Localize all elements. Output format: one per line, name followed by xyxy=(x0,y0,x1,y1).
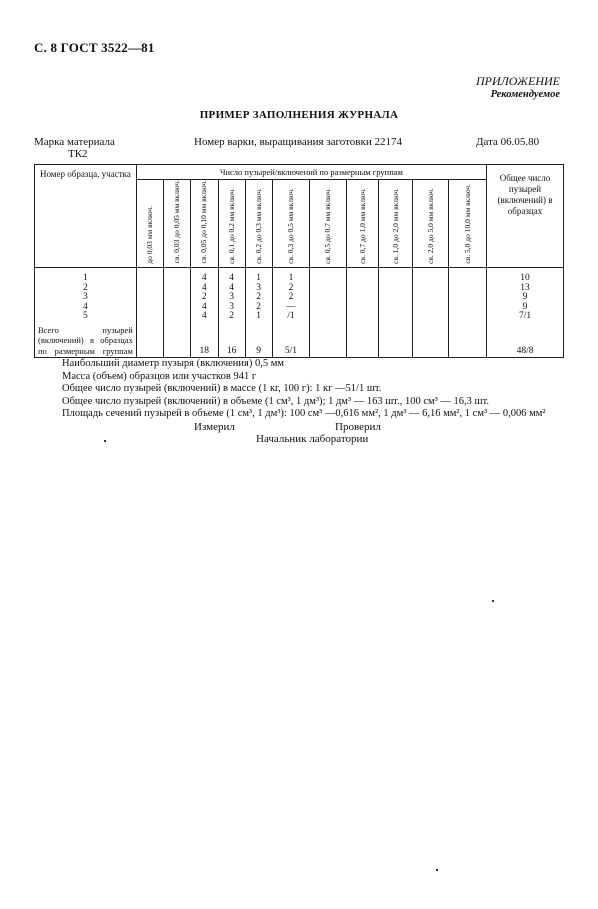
count-cell xyxy=(449,312,487,322)
count-cell xyxy=(449,303,487,313)
count-cell xyxy=(310,303,347,313)
table-row xyxy=(35,284,564,294)
notes-block xyxy=(62,358,546,421)
count-cell xyxy=(379,268,413,284)
count-cell xyxy=(136,284,163,294)
scan-speck xyxy=(436,869,438,871)
count-cell: 4 xyxy=(190,268,218,284)
count-cell: 3 xyxy=(218,303,245,313)
count-cell: 2 xyxy=(245,303,272,313)
total-cell xyxy=(449,322,487,358)
material-label: Марка материала xyxy=(34,136,115,148)
table-row xyxy=(35,268,564,284)
size-group-header xyxy=(310,180,347,268)
size-group-label: св. 0,1 до 0,2 мм включ. xyxy=(226,187,236,264)
size-group-label: св. 0,05 до 0,10 мм включ. xyxy=(199,180,209,264)
totals-label: Всего пузырей (включений) в образцах по размерным группам xyxy=(35,322,137,358)
note-count-mass: Общее число пузырей (включений) в массе (1 кг, 100 г): 1 кг —51/1 шт. xyxy=(62,383,382,394)
count-cell xyxy=(347,312,379,322)
count-cell: 4 xyxy=(190,284,218,294)
count-cell xyxy=(163,284,190,294)
count-cell: 2 xyxy=(272,284,310,294)
total-cell xyxy=(379,322,413,358)
size-group-label: св. 0,5 до 0,7 мм включ. xyxy=(323,187,333,264)
count-cell xyxy=(136,293,163,303)
count-cell: 4 xyxy=(218,268,245,284)
size-group-header xyxy=(136,180,163,268)
count-cell xyxy=(449,284,487,294)
count-cell: 4 xyxy=(190,303,218,313)
total-cell xyxy=(413,322,449,358)
count-cell xyxy=(310,312,347,322)
size-group-label: св. 1,0 до 2,0 мм включ. xyxy=(390,187,400,264)
count-cell: /1 xyxy=(272,312,310,322)
row-total: 9 xyxy=(487,303,564,313)
size-group-header xyxy=(449,180,487,268)
sample-column-header: Номер образца, участка xyxy=(35,165,137,268)
count-cell: 2 xyxy=(245,293,272,303)
note-max-diameter: Наибольший диаметр пузыря (включения) 0,5 мм xyxy=(62,358,284,369)
table-row xyxy=(35,293,564,303)
count-cell xyxy=(413,284,449,294)
count-cell: 4 xyxy=(190,312,218,322)
count-cell xyxy=(310,268,347,284)
size-groups-header: Число пузырей/включений по размерным группам xyxy=(136,165,486,180)
inclusions-table xyxy=(34,164,564,358)
grand-total: 48/8 xyxy=(487,322,564,358)
size-group-label: св. 5,0 до 10,0 мм включ. xyxy=(462,183,472,264)
melt-number: Номер варки, выращивания заготовки 22174 xyxy=(194,136,402,148)
count-cell xyxy=(379,293,413,303)
total-cell: 9 xyxy=(245,322,272,358)
sample-number: 3 xyxy=(35,293,137,303)
table-row xyxy=(35,303,564,313)
appendix-label: ПРИЛОЖЕНИЕ xyxy=(476,74,560,88)
count-cell: 4 xyxy=(218,284,245,294)
scan-speck xyxy=(492,600,494,602)
count-cell xyxy=(163,312,190,322)
sample-number: 1 xyxy=(35,268,137,284)
count-cell xyxy=(347,303,379,313)
count-cell: 2 xyxy=(272,293,310,303)
signature-checked: Проверил xyxy=(335,421,381,433)
count-cell xyxy=(310,293,347,303)
appendix-block xyxy=(476,74,560,102)
count-cell xyxy=(413,303,449,313)
material-value: ТК2 xyxy=(68,148,88,160)
page-header: С. 8 ГОСТ 3522—81 xyxy=(34,40,155,55)
count-cell xyxy=(136,312,163,322)
size-group-label: св. 2,0 до 5,0 мм включ. xyxy=(425,187,435,264)
size-group-label: св. 0,03 до 0,05 мм включ. xyxy=(171,180,181,264)
note-mass: Масса (объем) образцов или участков 941 г xyxy=(62,370,257,382)
size-group-label: св. 0,2 до 0,3 мм включ. xyxy=(253,187,263,264)
count-cell xyxy=(310,284,347,294)
count-cell xyxy=(379,284,413,294)
count-cell xyxy=(379,312,413,322)
count-cell: 1 xyxy=(245,312,272,322)
journal-date: Дата 06.05.80 xyxy=(476,136,540,148)
total-cell xyxy=(310,322,347,358)
size-group-label: св. 0,3 до 0,5 мм включ. xyxy=(285,187,295,264)
row-total: 7/1 xyxy=(487,312,564,322)
size-group-header xyxy=(413,180,449,268)
count-cell: 1 xyxy=(245,268,272,284)
count-cell xyxy=(379,303,413,313)
total-cell: 5/1 xyxy=(272,322,310,358)
total-cell xyxy=(136,322,163,358)
count-cell xyxy=(449,268,487,284)
count-cell xyxy=(163,268,190,284)
count-cell xyxy=(136,303,163,313)
count-cell: 3 xyxy=(218,293,245,303)
count-cell xyxy=(413,293,449,303)
count-cell xyxy=(449,293,487,303)
document-title: ПРИМЕР ЗАПОЛНЕНИЯ ЖУРНАЛА xyxy=(199,109,399,121)
count-cell xyxy=(347,284,379,294)
count-cell: 1 xyxy=(272,268,310,284)
totals-row xyxy=(35,322,564,358)
size-group-header xyxy=(347,180,379,268)
scan-speck xyxy=(104,440,106,442)
size-group-header xyxy=(190,180,218,268)
size-group-header xyxy=(272,180,310,268)
note-count-volume: Общее число пузырей (включений) в объеме (1 см³, 1 дм³); 1 дм³ — 163 шт., 100 см³ — 16,3 шт. xyxy=(62,395,490,407)
total-cell xyxy=(347,322,379,358)
size-group-header xyxy=(379,180,413,268)
size-group-header xyxy=(163,180,190,268)
count-cell xyxy=(413,268,449,284)
total-cell: 16 xyxy=(218,322,245,358)
count-cell xyxy=(163,303,190,313)
signature-measured: Измерил xyxy=(194,421,235,433)
sample-number: 5 xyxy=(35,312,137,322)
count-cell xyxy=(347,268,379,284)
total-column-header: Общее число пузырей (включений) в образцах xyxy=(487,165,564,268)
size-group-label: до 0,03 мм включ. xyxy=(144,205,154,264)
count-cell: — xyxy=(272,303,310,313)
size-group-header xyxy=(218,180,245,268)
appendix-status: Рекомендуемое xyxy=(490,89,560,100)
row-total: 9 xyxy=(487,293,564,303)
count-cell xyxy=(136,268,163,284)
total-cell: 18 xyxy=(190,322,218,358)
size-group-label: св. 0,7 до 1,0 мм включ. xyxy=(357,187,367,264)
row-total: 13 xyxy=(487,284,564,294)
material-block xyxy=(34,136,115,160)
size-group-header xyxy=(245,180,272,268)
count-cell: 3 xyxy=(245,284,272,294)
table-row xyxy=(35,312,564,322)
count-cell: 2 xyxy=(218,312,245,322)
count-cell xyxy=(163,293,190,303)
sample-number: 4 xyxy=(35,303,137,313)
row-total: 10 xyxy=(487,268,564,284)
count-cell xyxy=(347,293,379,303)
sample-number: 2 xyxy=(35,284,137,294)
note-area: Площадь сечений пузырей в объеме (1 см³, 1 дм³): 100 см³ —0,616 мм², 1 дм³ — 6,16 мм², 1 см³ — 0,006 мм² xyxy=(62,408,546,419)
count-cell xyxy=(413,312,449,322)
count-cell: 2 xyxy=(190,293,218,303)
signature-head: Начальник лаборатории xyxy=(256,433,369,445)
total-cell xyxy=(163,322,190,358)
